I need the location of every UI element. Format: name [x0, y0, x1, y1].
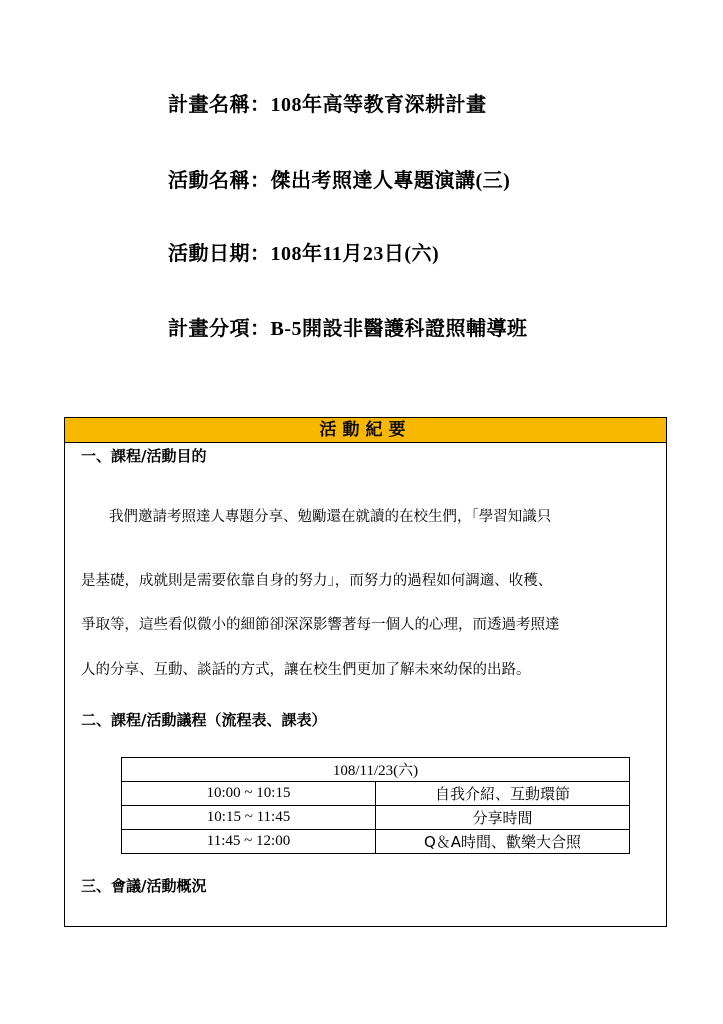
plan-name-value: 108年高等教育深耕計畫 — [270, 94, 487, 116]
purpose-line-3: 爭取等，這些看似微小的細節卻深深影響著每一個人的心理，而透過考照達 — [81, 617, 560, 633]
plan-name-label: 計畫名稱： — [168, 92, 271, 116]
schedule-time: 10:15 ~ 11:45 — [122, 806, 376, 830]
activity-summary-box — [64, 417, 667, 927]
schedule-date: 108/11/23(六) — [122, 758, 630, 782]
schedule-activity: Q＆A時間、歡樂大合照 — [376, 830, 630, 854]
activity-date-value: 108年11月23日(六) — [270, 243, 440, 265]
table-row — [122, 806, 630, 830]
table-row — [122, 758, 630, 782]
purpose-line-1: 我們邀請考照達人專題分享、勉勵還在就讀的在校生們，「學習知識只 — [109, 509, 552, 525]
plan-item-line — [168, 312, 528, 341]
schedule-time: 10:00 ~ 10:15 — [122, 782, 376, 806]
section-overview-title: 三、會議/活動概況 — [81, 877, 207, 895]
table-row — [122, 782, 630, 806]
plan-name-line — [168, 88, 487, 117]
schedule-activity: 自我介紹、互動環節 — [376, 782, 630, 806]
section-purpose-title: 一、課程/活動目的 — [81, 447, 207, 465]
activity-name-value: 傑出考照達人專題演講(三) — [270, 170, 511, 192]
schedule-activity: 分享時間 — [376, 806, 630, 830]
summary-title: 活動紀要 — [65, 418, 666, 443]
section-agenda-title: 二、課程/活動議程（流程表、課表） — [81, 711, 327, 729]
activity-name-line — [168, 164, 510, 193]
schedule-time: 11:45 ~ 12:00 — [122, 830, 376, 854]
purpose-line-2: 是基礎，成就則是需要依靠自身的努力」，而努力的過程如何調適、收穫、 — [81, 573, 553, 589]
activity-name-label: 活動名稱： — [168, 168, 271, 192]
plan-item-label: 計畫分項： — [168, 316, 271, 340]
activity-date-label: 活動日期： — [168, 241, 271, 265]
activity-date-line — [168, 237, 439, 266]
table-row — [122, 830, 630, 854]
purpose-line-4: 人的分享、互動、談話的方式，讓在校生們更加了解未來幼保的出路。 — [81, 662, 531, 678]
schedule-table — [121, 757, 630, 854]
plan-item-value: B-5開設非醫護科證照輔導班 — [270, 318, 528, 340]
